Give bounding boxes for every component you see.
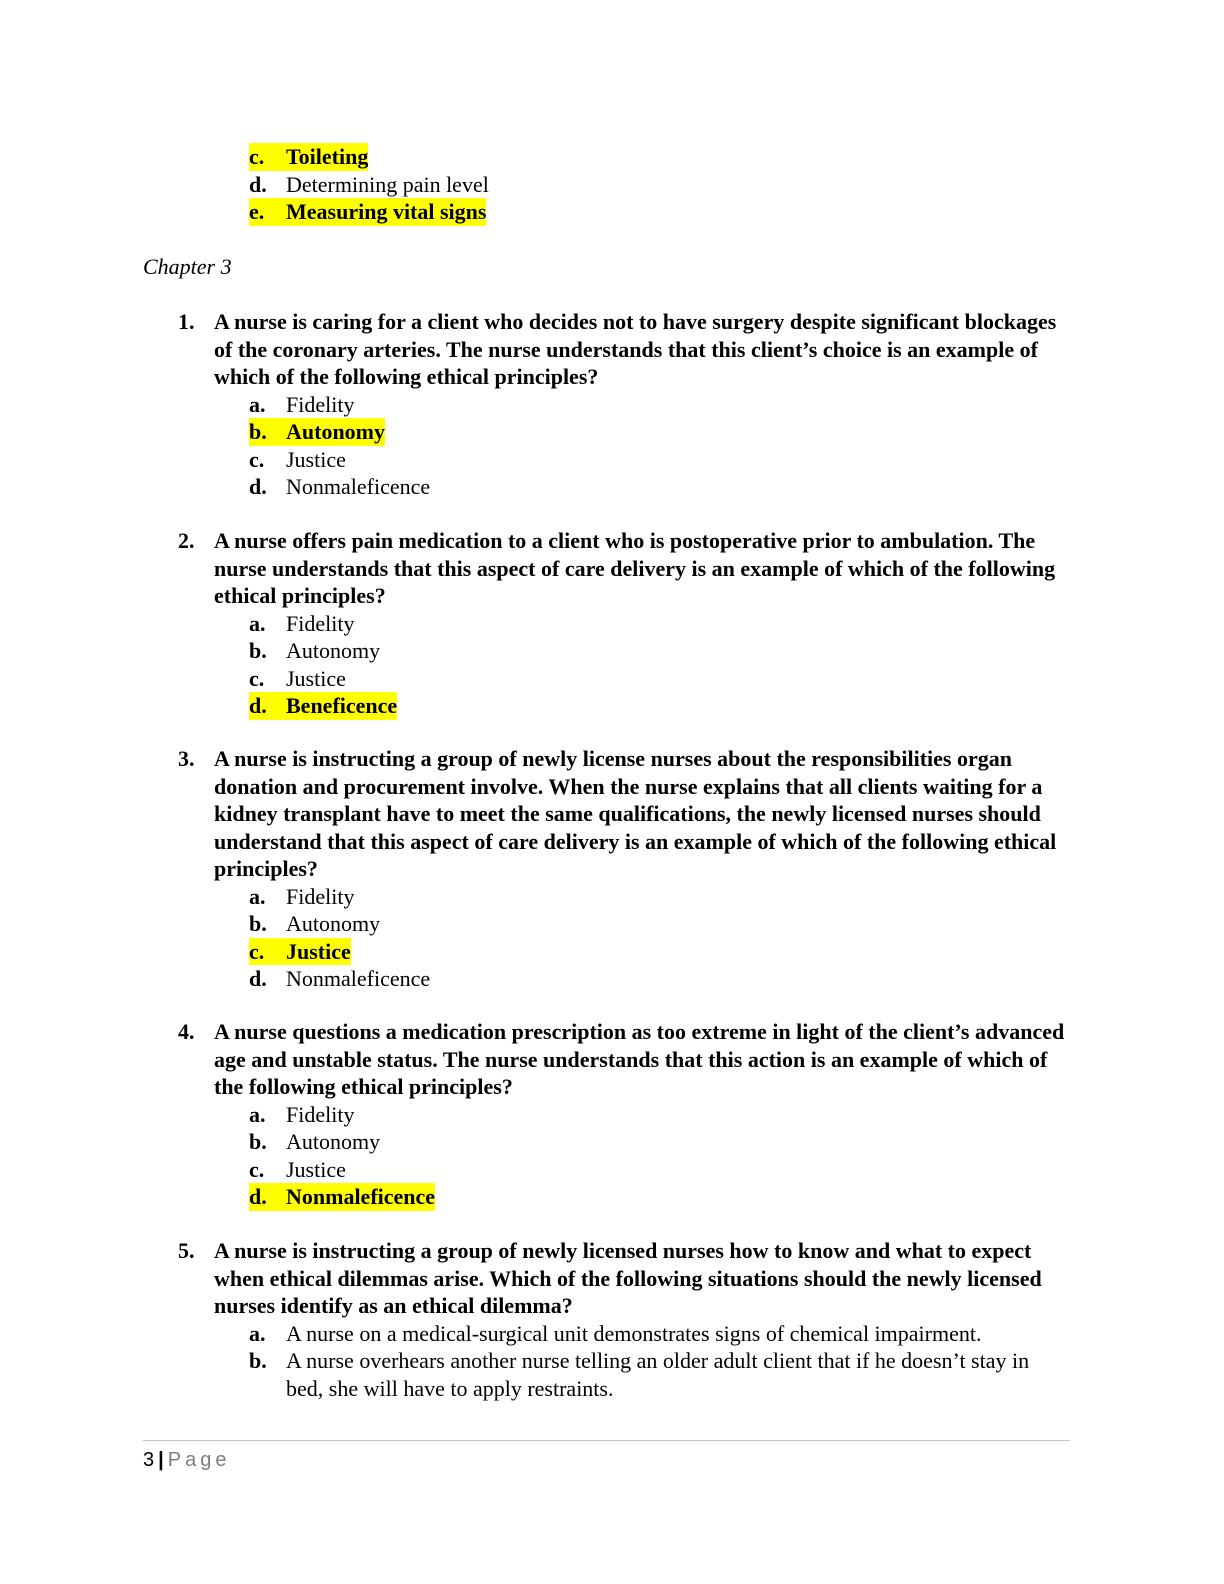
question-1 (178, 308, 1078, 501)
option-text: Fidelity (286, 610, 355, 636)
option-letter: c. (249, 938, 265, 964)
option-text: Autonomy (286, 638, 381, 663)
option-text: Nonmaleficence (286, 1184, 436, 1209)
option-highlight (249, 1101, 1049, 1129)
option-letter: d. (249, 966, 267, 991)
option-text: Fidelity (286, 883, 355, 909)
chapter-heading: Chapter 3 (143, 254, 232, 279)
option-letter: d. (249, 1184, 267, 1209)
option-highlight (249, 610, 1049, 638)
option-text: Fidelity (286, 1101, 355, 1127)
option-item (249, 391, 1049, 419)
option-item (249, 1320, 1049, 1348)
option-text: Justice (286, 938, 351, 964)
option-letter: d. (249, 693, 267, 718)
option-list (249, 391, 1049, 501)
option-item (249, 418, 1049, 446)
option-item (249, 665, 1049, 693)
question-number: 5. (178, 1238, 195, 1263)
page-number: 3 (143, 1449, 155, 1471)
option-text: Autonomy (286, 911, 381, 936)
option-highlight (249, 883, 1049, 911)
option-highlight (249, 391, 1049, 419)
question-text: A nurse is instructing a group of newly license nurses about the responsibilities organ donation and procurement involve. When the nurse explains that all clients waiting for a kidney transplant have to meet the same qualifications, the newly licensed nurses should understand that this aspect of care delivery is an example of which of the following ethical principles? (214, 746, 1057, 881)
option-highlight (249, 637, 1049, 665)
option-item (249, 1183, 1049, 1211)
option-letter: a. (249, 883, 266, 909)
option-item (249, 965, 1049, 993)
question-stem (178, 527, 1078, 610)
option-letter: b. (249, 638, 267, 663)
option-text: Measuring vital signs (286, 199, 487, 224)
question-5 (178, 1237, 1078, 1402)
option-item (249, 198, 1049, 226)
question-2 (178, 527, 1078, 720)
option-highlight (249, 1347, 1049, 1402)
option-item (249, 171, 1049, 199)
option-highlight (249, 1156, 1049, 1184)
option-highlight (249, 665, 1049, 693)
option-letter: c. (249, 446, 265, 472)
option-letter: c. (249, 1156, 265, 1182)
option-highlight (249, 473, 1049, 501)
option-text: A nurse overhears another nurse telling an older adult client that if he doesn’t stay in bed, she will have to apply restraints. (286, 1348, 1030, 1401)
question-text: A nurse is instructing a group of newly licensed nurses how to know and what to expect when ethical dilemmas arise. Which of the following situations should the newly licensed nurses identify as an ethical dilemma? (214, 1238, 1042, 1318)
question-text: A nurse offers pain medication to a client who is postoperative prior to ambulation. The nurse understands that this aspect of care delivery is an example of which of the following ethical principles? (214, 528, 1056, 608)
question-text: A nurse questions a medication prescription as too extreme in light of the client’s advanced age and unstable status. The nurse understands that this action is an example of which of the following ethical principles? (214, 1019, 1065, 1099)
question-stem (178, 745, 1078, 883)
option-highlight (249, 1183, 435, 1211)
page-footer (143, 1448, 230, 1472)
option-highlight (249, 965, 1049, 993)
option-item (249, 446, 1049, 474)
option-list (249, 610, 1049, 720)
option-text: Justice (286, 1156, 346, 1182)
option-text: Fidelity (286, 391, 355, 417)
option-text: Autonomy (286, 1129, 381, 1154)
option-text: Nonmaleficence (286, 474, 431, 499)
question-text: A nurse is caring for a client who decides not to have surgery despite significant blockages of the coronary arteries. The nurse understands that this client’s choice is an example of which of the following ethical principles? (214, 309, 1057, 389)
question-number: 4. (178, 1019, 195, 1044)
option-letter: b. (249, 419, 267, 444)
option-letter: a. (249, 1320, 266, 1346)
option-item (249, 883, 1049, 911)
option-letter: a. (249, 1101, 266, 1127)
page-label: Page (167, 1449, 231, 1471)
option-item (249, 1101, 1049, 1129)
option-letter: b. (249, 1348, 267, 1373)
question-stem (178, 308, 1078, 391)
option-letter: b. (249, 911, 267, 936)
option-highlight (249, 446, 1049, 474)
option-text: Justice (286, 446, 346, 472)
question-stem (178, 1237, 1078, 1320)
option-highlight (249, 198, 486, 226)
option-item (249, 473, 1049, 501)
question-number: 1. (178, 309, 195, 334)
option-text: Nonmaleficence (286, 966, 431, 991)
option-highlight (249, 938, 351, 966)
question-stem (178, 1018, 1078, 1101)
option-item (249, 610, 1049, 638)
option-list (249, 883, 1049, 993)
option-letter: e. (249, 199, 265, 224)
option-highlight (249, 692, 397, 720)
option-text: Justice (286, 665, 346, 691)
option-item (249, 910, 1049, 938)
option-item (249, 1128, 1049, 1156)
option-text: Autonomy (286, 419, 386, 444)
option-list (249, 1101, 1049, 1211)
question-3 (178, 745, 1078, 993)
option-letter: a. (249, 610, 266, 636)
option-highlight (249, 910, 1049, 938)
option-text: Toileting (286, 144, 369, 169)
option-letter: c. (249, 665, 265, 691)
option-highlight (249, 1128, 1049, 1156)
option-highlight (249, 171, 1049, 199)
option-item (249, 637, 1049, 665)
option-text: Beneficence (286, 693, 398, 718)
footer-separator: | (158, 1449, 164, 1471)
previous-question-options (249, 143, 1049, 226)
option-list (249, 1320, 1049, 1403)
option-text: Determining pain level (286, 171, 489, 197)
option-highlight (249, 1320, 1049, 1348)
option-letter: a. (249, 391, 266, 417)
option-highlight (249, 143, 368, 171)
question-number: 3. (178, 746, 195, 771)
option-item (249, 938, 1049, 966)
footer-divider (143, 1440, 1070, 1441)
option-item (249, 1156, 1049, 1184)
option-item (249, 1347, 1049, 1402)
option-letter: c. (249, 144, 265, 169)
question-4 (178, 1018, 1078, 1211)
option-text: A nurse on a medical-surgical unit demonstrates signs of chemical impairment. (286, 1320, 982, 1346)
option-letter: d. (249, 474, 267, 499)
option-highlight (249, 418, 385, 446)
option-letter: b. (249, 1129, 267, 1154)
question-number: 2. (178, 528, 195, 553)
option-item (249, 143, 1049, 171)
option-item (249, 692, 1049, 720)
option-letter: d. (249, 171, 267, 197)
